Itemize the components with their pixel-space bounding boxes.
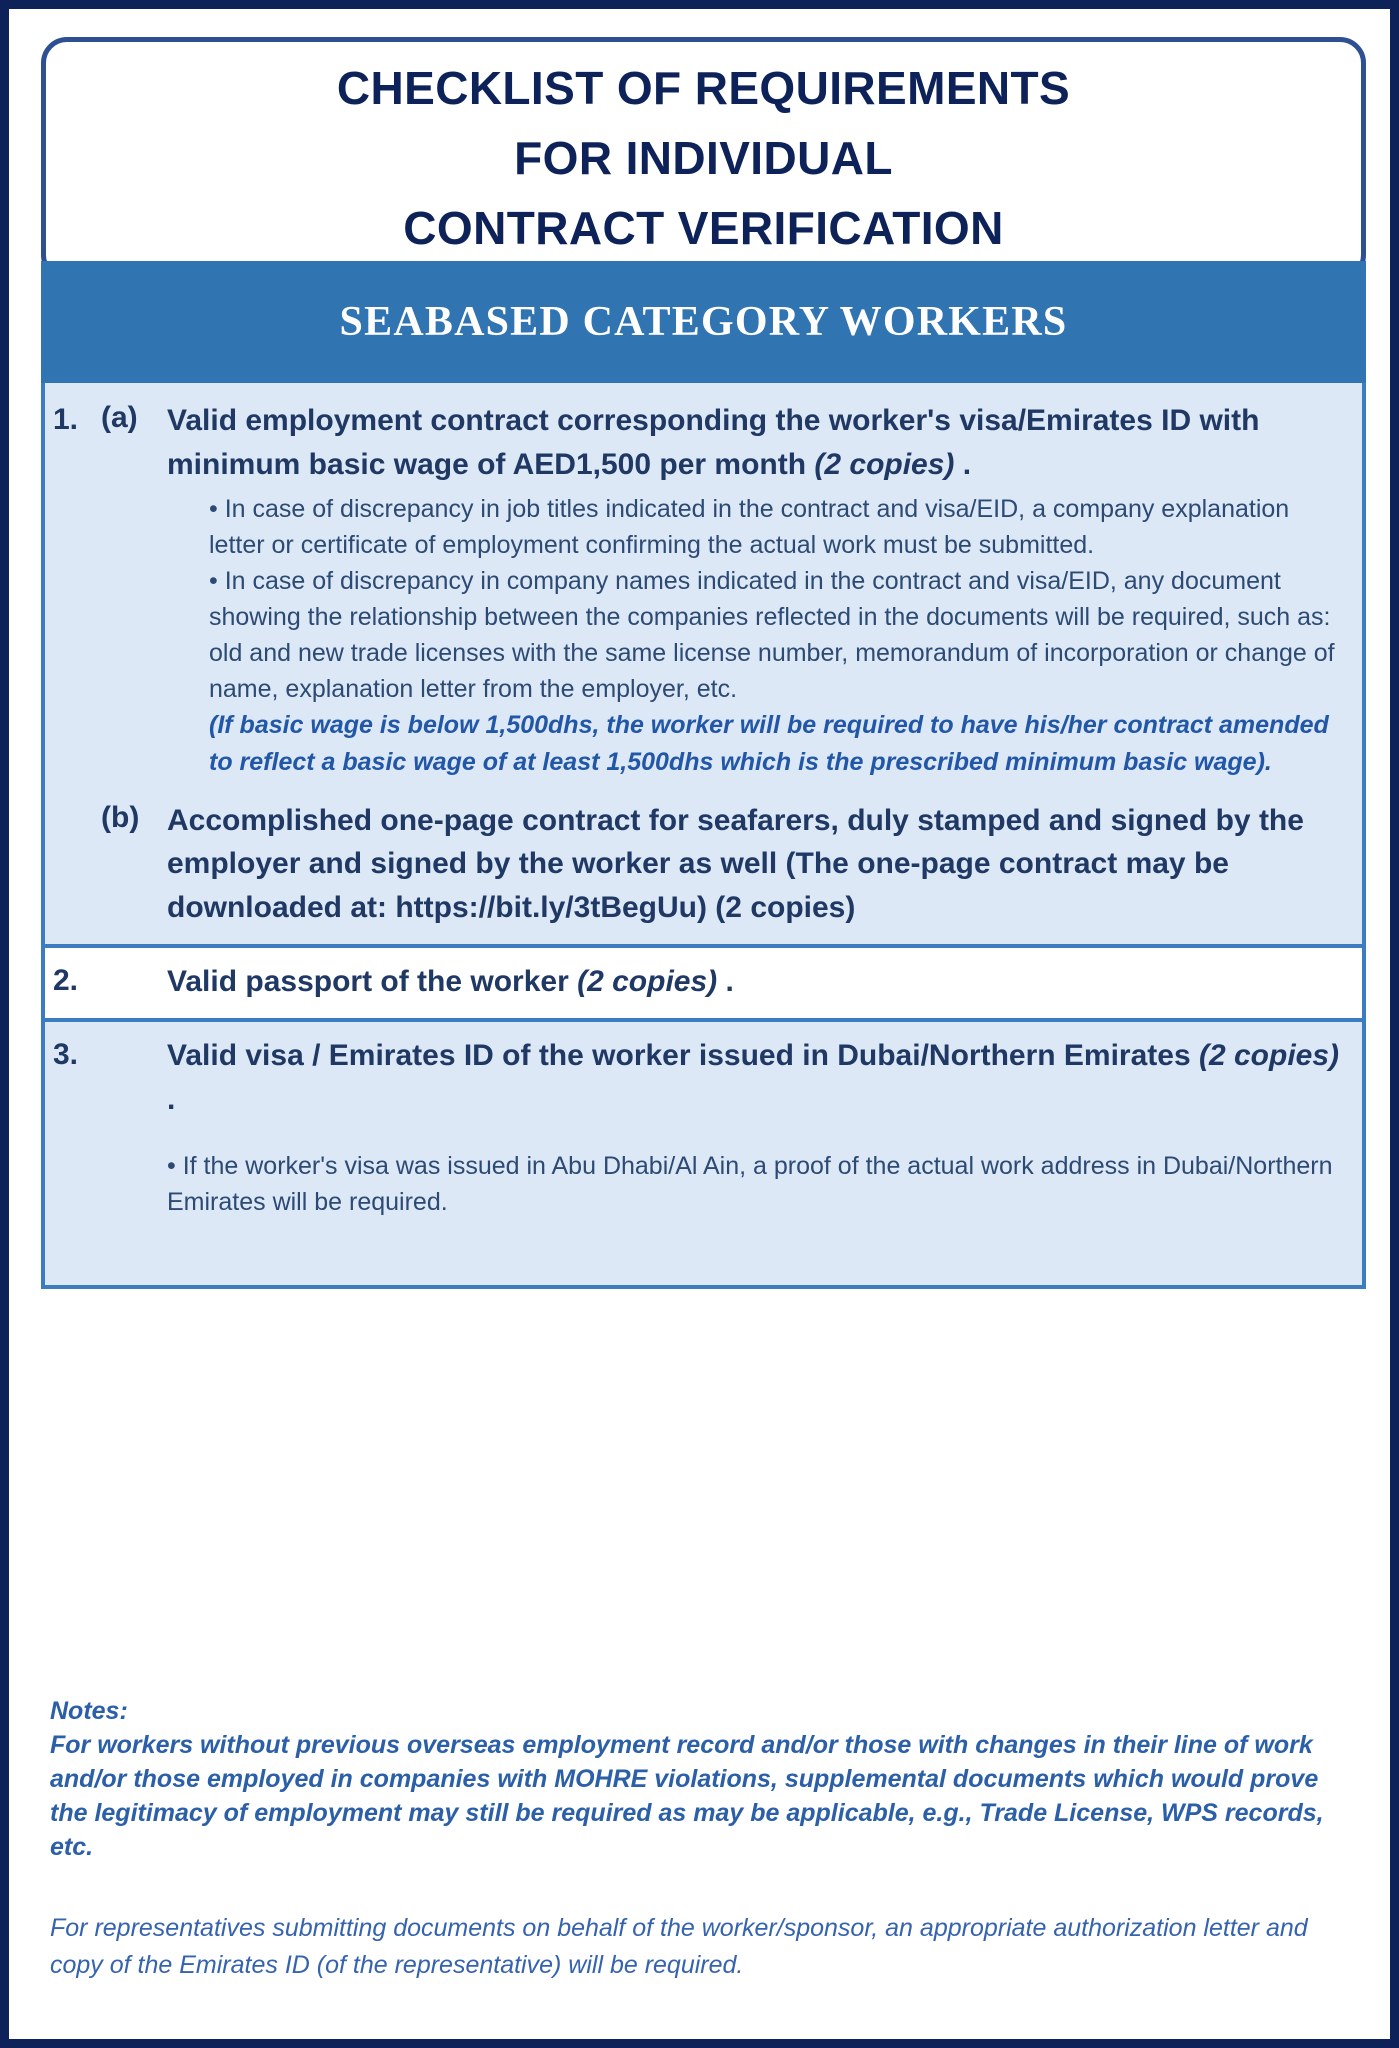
row-heading <box>167 954 1340 1004</box>
row-number: 3. <box>53 1037 79 1071</box>
table-row <box>45 383 1362 944</box>
sub-item-heading <box>167 393 1340 487</box>
sub-item-text <box>167 793 1340 930</box>
page-title-line-1: CHECKLIST OF REQUIREMENTS <box>336 62 1071 115</box>
list-item: • If the worker's visa was issued in Abu Dhabi/Al Ain, a proof of the actual work address in Dubai/Northern Emirates will be required. <box>167 1152 1333 1217</box>
row-content <box>101 393 1362 930</box>
heading-main: Valid visa / Emirates ID of the worker issued in Dubai/Northern Emirates <box>167 1038 1199 1072</box>
notes-label: Notes: <box>50 1697 128 1725</box>
sub-item-heading <box>167 793 1340 930</box>
row-content <box>101 1028 1362 1246</box>
italic-wage-note: (If basic wage is below 1,500dhs, the worker will be required to have his/her contract amended to reflect a basic wage of at least 1,500dhs which is the prescribed minimum basic wage). <box>209 710 1329 776</box>
requirements-checklist-table <box>41 383 1366 1289</box>
sub-item-marker: (a) <box>101 401 138 434</box>
sub-item-b <box>101 793 1340 930</box>
row-bullet-list <box>167 1121 1340 1220</box>
sub-item-marker: (b) <box>101 800 140 834</box>
page-title-line-2: FOR INDIVIDUAL <box>514 132 893 185</box>
table-row <box>45 1018 1362 1286</box>
heading-main: Valid passport of the worker <box>167 964 578 998</box>
row-heading <box>167 1028 1340 1122</box>
document-title-box <box>41 37 1366 281</box>
table-row <box>45 944 1362 1018</box>
heading-main: Valid employment contract corresponding the worker's visa/Emirates ID with minimum basic wage of AED1,500 per month <box>167 404 1260 481</box>
list-item: • In case of discrepancy in company names indicated in the contract and visa/EID, any document showing the relationship between the companies reflected in the documents will be required, such as: old and new trade licenses with the same license number, memorandum of incorporation or change of name, explanation letter from the employer, etc. <box>209 566 1335 703</box>
category-banner <box>41 261 1366 383</box>
category-banner-label: SEABASED CATEGORY WORKERS <box>339 299 1068 345</box>
heading-tail: . <box>167 1082 176 1116</box>
sub-item-bullet-list <box>167 487 1340 781</box>
row-number: 2. <box>53 963 79 997</box>
notes-section <box>50 1694 1350 1984</box>
heading-tail: . <box>954 447 972 481</box>
page-title-line-3: CONTRACT VERIFICATION <box>403 201 1004 254</box>
sub-item-a <box>101 393 1340 781</box>
heading-main: Accomplished one-page contract for seafarers, duly stamped and signed by the employer and signed by the worker as well (The one-page contract may be downloaded at: https://bit.ly/3tBegUu) (2 copies) <box>167 803 1304 925</box>
notes-paragraph-primary: For workers without previous overseas employment record and/or those with changes in their line of work and/or those employed in companies with MOHRE violations, supplemental documents which would prove the legitimacy of employment may still be required as may be applicable, e.g., Trade License, WPS records, etc. <box>50 1731 1324 1861</box>
row-content <box>101 954 1362 1004</box>
page-inner-area <box>18 18 1381 2030</box>
heading-copies: (2 copies) <box>1198 1038 1340 1072</box>
notes-paragraph-secondary: For representatives submitting documents on behalf of the worker/sponsor, an appropriate authorization letter and copy of the Emirates ID (of the representative) will be required. <box>50 1914 1308 1979</box>
list-item: • In case of discrepancy in job titles indicated in the contract and visa/EID, a company explanation letter or certificate of employment confirming the actual work must be submitted. <box>209 494 1290 559</box>
row-number: 1. <box>53 403 79 436</box>
sub-item-text <box>167 393 1340 781</box>
heading-copies: (2 copies) <box>814 447 955 481</box>
heading-tail: . <box>717 964 734 998</box>
heading-copies: (2 copies) <box>577 964 718 998</box>
